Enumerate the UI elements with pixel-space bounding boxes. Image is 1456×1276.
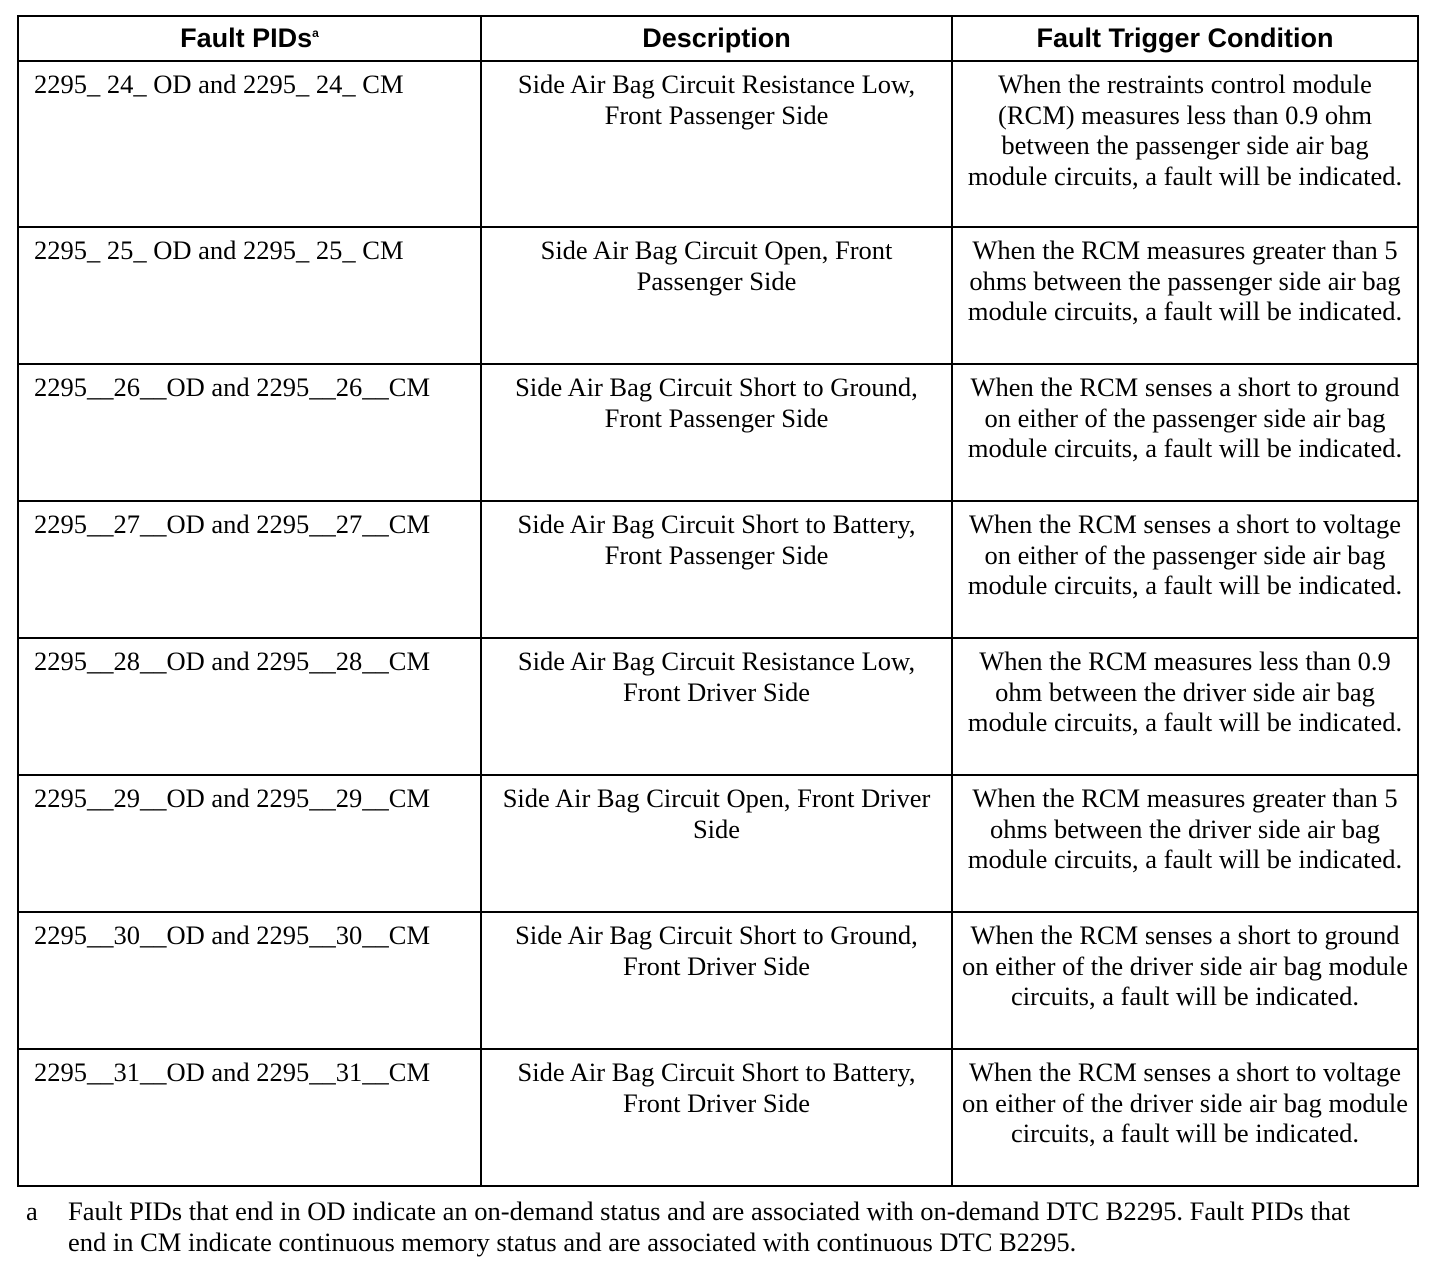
fault-pid-cell: 2295__29__OD and 2295__29__CM (18, 775, 481, 912)
fault-pid-cell: 2295_ 24_ OD and 2295_ 24_ CM (18, 61, 481, 227)
description-cell: Side Air Bag Circuit Short to Ground, Front Driver Side (481, 912, 952, 1049)
description-cell: Side Air Bag Circuit Open, Front Passenger Side (481, 227, 952, 364)
fault-pid-cell: 2295__30__OD and 2295__30__CM (18, 912, 481, 1049)
footnote-mark: a (26, 1196, 38, 1226)
trigger-condition-cell: When the RCM measures greater than 5 ohms between the driver side air bag module circuits, a fault will be indicated. (952, 775, 1418, 912)
trigger-condition-cell: When the RCM senses a short to ground on either of the driver side air bag module circuits, a fault will be indicated. (952, 912, 1418, 1049)
table-row (18, 638, 1418, 775)
trigger-condition-cell: When the restraints control module (RCM) measures less than 0.9 ohm between the passenger side air bag module circuits, a fault will be indicated. (952, 61, 1418, 227)
fault-pid-cell: 2295__26__OD and 2295__26__CM (18, 364, 481, 501)
header-fault-pids (18, 16, 481, 61)
table-row (18, 775, 1418, 912)
fault-pid-cell: 2295__31__OD and 2295__31__CM (18, 1049, 481, 1186)
fault-pid-table-container (17, 15, 1417, 1187)
footnote-text: Fault PIDs that end in OD indicate an on-demand status and are associated with on-demand DTC B2295. Fault PIDs that end in CM indicate continuous memory status and are associated with continuous DTC B2295. (68, 1196, 1351, 1257)
table-row (18, 501, 1418, 638)
description-cell: Side Air Bag Circuit Short to Battery, Front Driver Side (481, 1049, 952, 1186)
trigger-condition-cell: When the RCM senses a short to voltage on either of the passenger side air bag module circuits, a fault will be indicated. (952, 501, 1418, 638)
table-header-row (18, 16, 1418, 61)
trigger-condition-cell: When the RCM measures greater than 5 ohms between the passenger side air bag module circuits, a fault will be indicated. (952, 227, 1418, 364)
table-row (18, 1049, 1418, 1186)
header-description: Description (481, 16, 952, 61)
table-row (18, 364, 1418, 501)
table-row (18, 227, 1418, 364)
trigger-condition-cell: When the RCM senses a short to ground on either of the passenger side air bag module circuits, a fault will be indicated. (952, 364, 1418, 501)
description-cell: Side Air Bag Circuit Resistance Low, Front Passenger Side (481, 61, 952, 227)
trigger-condition-cell: When the RCM measures less than 0.9 ohm between the driver side air bag module circuits, a fault will be indicated. (952, 638, 1418, 775)
description-cell: Side Air Bag Circuit Short to Ground, Front Passenger Side (481, 364, 952, 501)
trigger-condition-cell: When the RCM senses a short to voltage on either of the driver side air bag module circuits, a fault will be indicated. (952, 1049, 1418, 1186)
header-fault-trigger-condition: Fault Trigger Condition (952, 16, 1418, 61)
description-cell: Side Air Bag Circuit Resistance Low, Front Driver Side (481, 638, 952, 775)
fault-pid-cell: 2295__27__OD and 2295__27__CM (18, 501, 481, 638)
description-cell: Side Air Bag Circuit Short to Battery, Front Passenger Side (481, 501, 952, 638)
table-row (18, 61, 1418, 227)
fault-pid-cell: 2295__28__OD and 2295__28__CM (18, 638, 481, 775)
table-row (18, 912, 1418, 1049)
description-cell: Side Air Bag Circuit Open, Front Driver Side (481, 775, 952, 912)
fault-pid-table (17, 15, 1419, 1187)
header-footnote-mark: a (312, 26, 319, 40)
header-fault-pids-label: Fault PIDs (180, 23, 313, 53)
fault-pid-cell: 2295_ 25_ OD and 2295_ 25_ CM (18, 227, 481, 364)
